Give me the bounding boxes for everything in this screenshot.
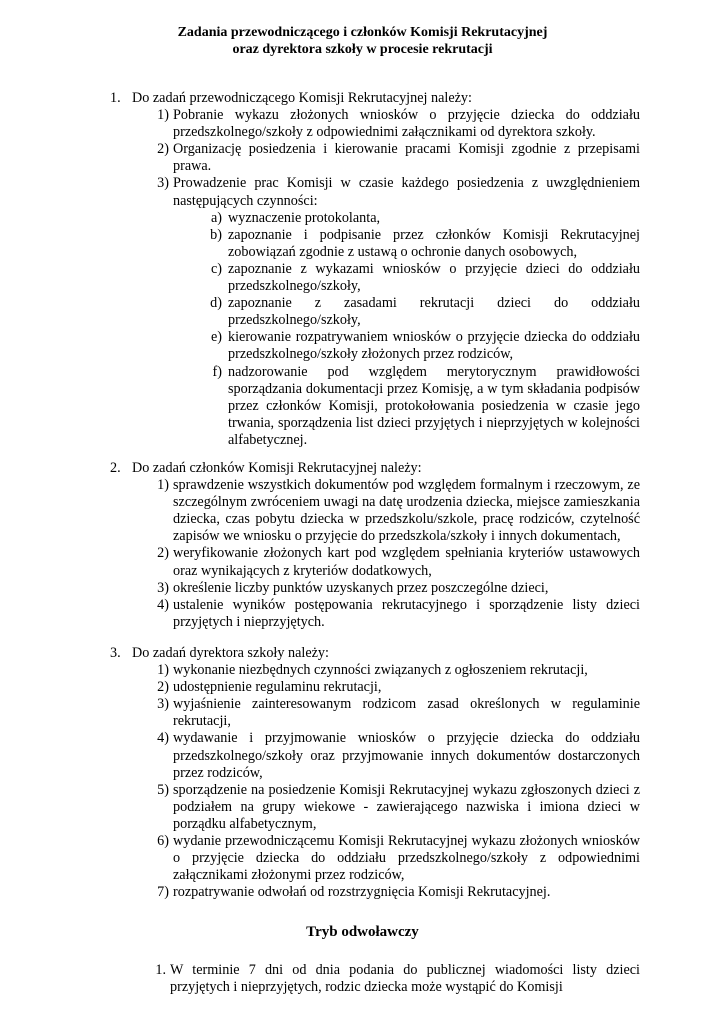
section-heading bbox=[110, 90, 640, 107]
sublist-item: d) zapoznanie z zasadami rekrutacji dzieci do oddziału przedszkolnego/szkoły, bbox=[210, 295, 640, 329]
list-item: 4) ustalenie wyników postępowania rekrutacyjnego i sporządzenie listy dzieci przyjętych i nieprzyjętych. bbox=[157, 596, 640, 630]
list-item: 3) wyjaśnienie zainteresowanym rodzicom zasad określonych w regulaminie rekrutacji, bbox=[157, 696, 640, 730]
section-number: 1. bbox=[110, 90, 121, 106]
sublist-item: f) nadzorowanie pod względem merytorycznym prawidłowości sporządzania dokumentacji przez Komisję, a w tym składania podpisów przez członków Komisji, protokołowania posiedzenia w czasie jego trwania, sporządzenia list dzieci przyjętych i nieprzyjętych w kolejności alfabetycznej. bbox=[212, 363, 640, 448]
list-item: 4) wydawanie i przyjmowanie wniosków o przyjęcie dziecka do oddziału przedszkolnego/szkoły oraz przyjmowanie innych dokumentów dostarczonych przez rodziców, bbox=[157, 730, 640, 781]
sublist-item: b) zapoznanie i podpisanie przez członków Komisji Rekrutacyjnej zobowiązań zgodnie z ustawą o ochronie danych osobowych, bbox=[210, 226, 640, 260]
section-1 bbox=[110, 90, 640, 449]
list-item: 7) rozpatrywanie odwołań od rozstrzygnięcia Komisji Rekrutacyjnej. bbox=[157, 884, 551, 901]
section-3 bbox=[110, 645, 640, 901]
title-line-1: Zadania przewodniczącego i członków Komisji Rekrutacyjnej bbox=[177, 25, 548, 40]
list-item: 2) weryfikowanie złożonych kart pod względem spełniania kryteriów ustawowych oraz wynikających z kryteriów dodatkowych, bbox=[157, 545, 640, 579]
section-text: Do zadań dyrektora szkoły należy: bbox=[132, 645, 329, 661]
title-line-2: oraz dyrektora szkoły w procesie rekrutacji bbox=[232, 42, 493, 57]
list-item: 3) określenie liczby punktów uzyskanych przez poszczególne dzieci, bbox=[157, 579, 549, 596]
list-item: 2) udostępnienie regulaminu rekrutacji, bbox=[157, 679, 382, 696]
sublist bbox=[210, 209, 640, 449]
sublist-item: a) wyznaczenie protokolanta, bbox=[210, 209, 381, 226]
list-item: 5) sporządzenie na posiedzenie Komisji Rekrutacyjnej wykazu zgłoszonych dzieci z podziałem na grupy wiekowe - zawierającego nazwiska i imiona dzieci w porządku alfabetycznym, bbox=[157, 781, 640, 832]
list-item: 6) wydanie przewodniczącemu Komisji Rekrutacyjnej wykazu złożonych wniosków o przyjęcie dziecka do oddziału przedszkolnego/szkoły z odpowiednimi załącznikami złożonymi przez rodziców, bbox=[157, 833, 640, 884]
section-number: 2. bbox=[110, 460, 121, 476]
sublist-item: c) zapoznanie z wykazami wniosków o przyjęcie dzieci do oddziału przedszkolnego/szkoły, bbox=[210, 260, 640, 295]
list-item: 1) Pobranie wykazu złożonych wniosków o przyjęcie dziecka do oddziału przedszkolnego/szkoły z odpowiednimi załącznikami od dyrektora szkoły. bbox=[157, 107, 640, 141]
list-item: 1) wykonanie niezbędnych czynności związanych z ogłoszeniem rekrutacji, bbox=[157, 662, 588, 679]
section-text: Do zadań członków Komisji Rekrutacyjnej należy: bbox=[132, 460, 422, 476]
list-item: 2) Organizację posiedzenia i kierowanie pracami Komisji zgodnie z przepisami prawa. bbox=[157, 141, 640, 175]
appeal-section bbox=[148, 962, 640, 996]
list-item: 1. W terminie 7 dni od dnia podania do publicznej wiadomości listy dzieci przyjętych i nieprzyjętych, rodzic dziecka może wystąpić do Komisji bbox=[155, 962, 640, 996]
sublist-item: e) kierowanie rozpatrywaniem wniosków o przyjęcie dziecka do oddziału przedszkolnego/szkoły złożonych przez rodziców, bbox=[210, 329, 640, 363]
section-heading bbox=[110, 645, 640, 662]
document-title bbox=[0, 24, 725, 58]
list-item: 1) sprawdzenie wszystkich dokumentów pod względem formalnym i rzeczowym, ze szczególnym zwróceniem uwagi na datę urodzenia dziecka, miejsce zamieszkania dziecka, czas pobytu dziecka w przedszkolu/szkole, pracę rodziców, czytelność zapisów we wniosku o przyjęcie do przedszkola/szkoły i innych dokumentach, bbox=[157, 477, 640, 545]
section-2 bbox=[110, 460, 640, 631]
list-item: 3) Prowadzenie prac Komisji w czasie każdego posiedzenia z uwzględnieniem następujących czynności: bbox=[157, 175, 640, 209]
section-text: Do zadań przewodniczącego Komisji Rekrutacyjnej należy: bbox=[132, 90, 472, 106]
section-number: 3. bbox=[110, 645, 121, 661]
appeal-heading: Tryb odwoławczy bbox=[306, 924, 419, 940]
section-heading bbox=[110, 460, 640, 477]
